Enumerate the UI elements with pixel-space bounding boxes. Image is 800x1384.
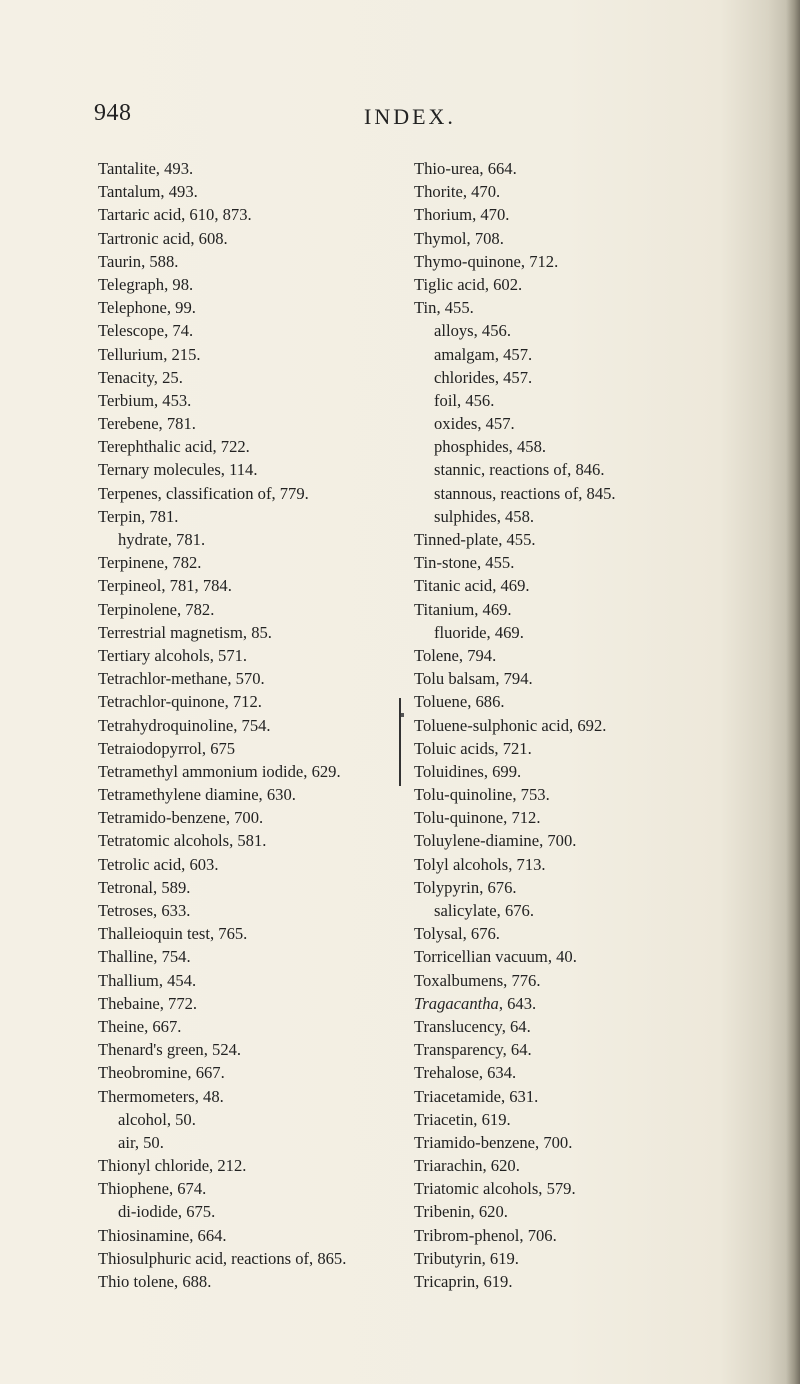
index-entry: Thenard's green, 524. — [98, 1040, 242, 1060]
index-subentry: alcohol, 50. — [118, 1109, 196, 1129]
index-entry: Tetrachlor-quinone, 712. — [98, 692, 262, 712]
index-entry: Thallium, 454. — [98, 970, 197, 990]
index-entry: Thebaine, 772. — [98, 993, 198, 1013]
index-subentry: foil, 456. — [434, 390, 495, 410]
index-entry: Tolu-quinoline, 753. — [414, 785, 550, 805]
index-subentry: salicylate, 676. — [434, 901, 534, 920]
index-entry: Tinned-plate, 455. — [414, 530, 536, 549]
index-subentry: stannic, reactions of, 846. — [434, 460, 605, 480]
index-entry: Tetratomic alcohols, 581. — [98, 831, 267, 851]
index-entry: Telescope, 74. — [98, 321, 194, 341]
index-entry: Telegraph, 98. — [98, 274, 194, 294]
index-entry: Terephthalic acid, 722. — [98, 437, 250, 457]
index-entry: Terpinene, 782. — [98, 553, 202, 573]
index-entry: Tartaric acid, 610, 873. — [98, 205, 252, 225]
index-entry: Ternary molecules, 114. — [98, 460, 258, 480]
index-entry: Transparency, 64. — [414, 1040, 532, 1060]
index-entry: Theobromine, 667. — [98, 1063, 225, 1083]
index-entry: Tetrahydroquinoline, 754. — [98, 715, 271, 735]
column-rule-mark — [399, 698, 401, 786]
index-entry: Thorite, 470. — [414, 182, 501, 202]
index-entry: Terpinolene, 782. — [98, 599, 215, 619]
index-entry: Tellurium, 215. — [98, 344, 201, 364]
index-subentry: oxides, 457. — [434, 414, 515, 434]
index-entry: Thiosulphuric acid, reactions of, 865. — [98, 1248, 347, 1268]
index-entry: Thionyl chloride, 212. — [98, 1156, 247, 1176]
index-entry: Terebene, 781. — [98, 414, 196, 434]
index-entry: Thiosinamine, 664. — [98, 1225, 227, 1245]
index-subentry: stannous, reactions of, 845. — [434, 483, 616, 503]
index-entry: Terpenes, classification of, 779. — [98, 483, 309, 503]
index-entry: Tolu balsam, 794. — [414, 669, 533, 689]
index-subentry: air, 50. — [118, 1132, 164, 1152]
index-entry: Triatomic alcohols, 579. — [414, 1179, 576, 1199]
index-entry: Tetrolic acid, 603. — [98, 854, 219, 874]
page-edge-shadow — [786, 0, 800, 1384]
index-subentry: amalgam, 457. — [434, 344, 533, 364]
index-entry: Tin, 455. — [414, 298, 474, 318]
running-head: INDEX. — [364, 104, 456, 129]
index-entry: Terbium, 453. — [98, 390, 192, 410]
index-entry: Triacetin, 619. — [414, 1109, 511, 1129]
index-entry: Taurin, 588. — [98, 251, 179, 271]
index-entry: Tributyrin, 619. — [414, 1248, 519, 1268]
index-subentry: hydrate, 781. — [118, 530, 206, 549]
page-number: 948 — [94, 100, 132, 126]
index-entry: Tertiary alcohols, 571. — [98, 645, 248, 665]
index-entry: Tantalum, 493. — [98, 182, 198, 202]
index-entry: Terpin, 781. — [98, 506, 179, 526]
index-entry: Terrestrial magnetism, 85. — [98, 622, 272, 642]
index-entry: Thio-urea, 664. — [414, 159, 517, 178]
index-entry: Tetramido-benzene, 700. — [98, 808, 264, 828]
index-entry: Thymo-quinone, 712. — [414, 251, 559, 271]
index-entry: Tolypyrin, 676. — [414, 877, 517, 897]
index-entry: Tolene, 794. — [414, 645, 497, 665]
index-entry: Tetramethylene diamine, 630. — [98, 785, 296, 805]
index-entry: Tenacity, 25. — [98, 367, 183, 387]
index-entry: Titanic acid, 469. — [414, 576, 530, 596]
index-entry: Tolu-quinone, 712. — [414, 808, 541, 828]
index-entry: Tolyl alcohols, 713. — [414, 854, 546, 874]
print-speck — [401, 713, 404, 717]
index-column-right — [414, 157, 786, 1293]
index-entry: Theine, 667. — [98, 1016, 182, 1036]
index-subentry: sulphides, 458. — [434, 506, 535, 526]
index-entry: Tricaprin, 619. — [414, 1272, 513, 1291]
index-column-left — [98, 157, 408, 1293]
index-subentry: phosphides, 458. — [434, 437, 547, 457]
index-subentry: alloys, 456. — [434, 321, 511, 341]
index-entry: Thalleioquin test, 765. — [98, 924, 248, 944]
index-entry: Tantalite, 493. — [98, 159, 194, 178]
index-entry: Terpineol, 781, 784. — [98, 576, 232, 596]
index-subentry: chlorides, 457. — [434, 367, 533, 387]
index-entry: Titanium, 469. — [414, 599, 512, 619]
index-entry: Thermometers, 48. — [98, 1086, 224, 1106]
index-entry: Toluene, 686. — [414, 692, 505, 712]
index-subentry: fluoride, 469. — [434, 622, 524, 642]
index-entry: Thymol, 708. — [414, 228, 504, 248]
index-entry: Tetronal, 589. — [98, 877, 191, 897]
index-entry: Tetrachlor-methane, 570. — [98, 669, 265, 689]
index-entry: Translucency, 64. — [414, 1016, 531, 1036]
index-subentry: di-iodide, 675. — [118, 1202, 216, 1222]
index-entry: Toluidines, 699. — [414, 761, 522, 781]
index-entry: Telephone, 99. — [98, 298, 196, 318]
index-entry: Toxalbumens, 776. — [414, 970, 541, 990]
index-entry: Tiglic acid, 602. — [414, 274, 523, 294]
index-entry: Thio tolene, 688. — [98, 1272, 212, 1291]
index-entry: Triarachin, 620. — [414, 1156, 520, 1176]
index-entry: Torricellian vacuum, 40. — [414, 947, 577, 967]
index-entry: Toluene-sulphonic acid, 692. — [414, 715, 607, 735]
index-entry: Tribrom-phenol, 706. — [414, 1225, 557, 1245]
index-entry: Tolysal, 676. — [414, 924, 500, 944]
index-entry: Thiophene, 674. — [98, 1179, 207, 1199]
index-entry: Tragacantha, 643. — [414, 993, 537, 1013]
index-entry: Triamido-benzene, 700. — [414, 1132, 573, 1152]
index-entry: Thorium, 470. — [414, 205, 510, 225]
index-entry: Triacetamide, 631. — [414, 1086, 539, 1106]
index-entry: Thalline, 754. — [98, 947, 191, 967]
index-entry: Trehalose, 634. — [414, 1063, 517, 1083]
index-entry: Tetroses, 633. — [98, 901, 191, 920]
index-entry: Tetramethyl ammonium iodide, 629. — [98, 761, 341, 781]
index-entry: Toluic acids, 721. — [414, 738, 532, 758]
index-entry: Toluylene-diamine, 700. — [414, 831, 577, 851]
index-entry: Tetraiodopyrrol, 675 — [98, 738, 236, 758]
index-entry: Tin-stone, 455. — [414, 553, 515, 573]
index-entry: Tartronic acid, 608. — [98, 228, 228, 248]
index-entry: Tribenin, 620. — [414, 1202, 508, 1222]
italic-term: Tragacantha — [414, 993, 499, 1013]
